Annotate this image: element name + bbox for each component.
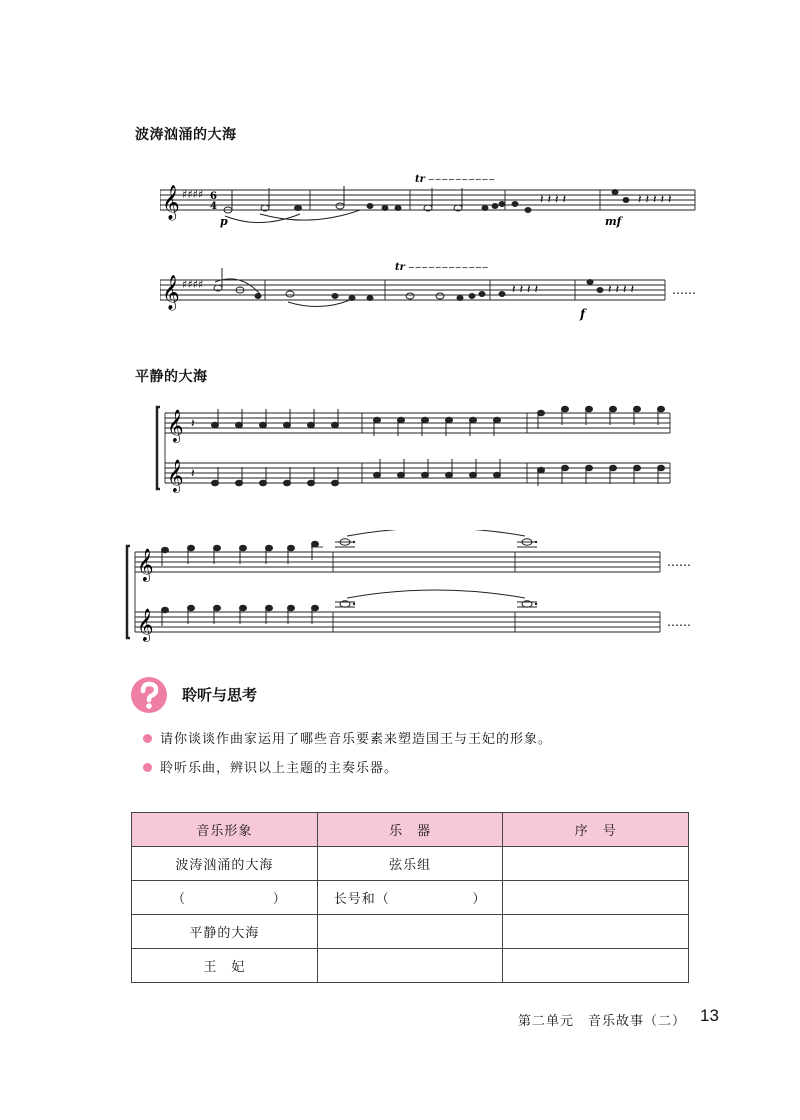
- section-title-calm-sea: 平静的大海: [135, 369, 208, 385]
- svg-text:𝄽: 𝄽: [191, 466, 195, 480]
- listen-think-title: 聆听与思考: [182, 686, 258, 704]
- svg-text:𝄽 𝄽 𝄽 𝄽: 𝄽 𝄽 𝄽 𝄽: [540, 192, 567, 206]
- cell-number-input[interactable]: [503, 949, 689, 983]
- svg-text:……: ……: [667, 555, 691, 569]
- svg-text:𝄽 𝄽 𝄽 𝄽: 𝄽 𝄽 𝄽 𝄽: [512, 282, 539, 296]
- question-mark-icon: [130, 676, 168, 714]
- svg-text:tr: tr: [415, 174, 425, 185]
- page-footer: 第二单元 音乐故事（二）: [518, 1014, 687, 1029]
- music-grand-staff-calm-2: [125, 530, 705, 645]
- table-header-row: [132, 813, 689, 847]
- bullet-dot-icon: [143, 734, 152, 743]
- svg-text:∽∽∽∽∽∽∽∽∽∽: ∽∽∽∽∽∽∽∽∽∽: [428, 175, 496, 184]
- table-row: [132, 847, 689, 881]
- svg-text:𝄽: 𝄽: [191, 416, 195, 430]
- table-row: [132, 881, 689, 915]
- svg-text:……: ……: [667, 615, 691, 629]
- cell-number-input[interactable]: [503, 881, 689, 915]
- bullet-item: 聆听乐曲，辨识以上主题的主奏乐器。: [143, 757, 398, 776]
- table-row: [132, 949, 689, 983]
- cell-music-image: 波涛汹涌的大海: [132, 847, 318, 881]
- section-title-stormy-sea: 波涛汹涌的大海: [135, 127, 237, 143]
- svg-text:𝄞: 𝄞: [167, 409, 184, 442]
- cell-instrument-input[interactable]: [317, 949, 503, 983]
- cell-number-input[interactable]: [503, 847, 689, 881]
- svg-text:mf: mf: [605, 215, 622, 228]
- svg-text:𝄞: 𝄞: [137, 548, 154, 581]
- svg-text:……: ……: [672, 283, 696, 297]
- cell-number-input[interactable]: [503, 915, 689, 949]
- svg-text:♯♯♯♯: ♯♯♯♯: [182, 188, 204, 201]
- cell-music-image: 王 妃: [132, 949, 318, 983]
- header-number: 序 号: [503, 813, 689, 847]
- table-row: [132, 915, 689, 949]
- svg-text:f: f: [580, 307, 586, 321]
- svg-text:𝄽 𝄽 𝄽 𝄽 𝄽: 𝄽 𝄽 𝄽 𝄽 𝄽: [638, 192, 672, 206]
- cell-instrument: 弦乐组: [317, 847, 503, 881]
- cell-instrument-blank[interactable]: 长号和（ ）: [317, 881, 503, 915]
- treble-clef-icon: 𝄞: [162, 185, 180, 220]
- svg-text:6: 6: [210, 191, 217, 202]
- music-grand-staff-calm-1: [155, 395, 695, 500]
- cell-music-image-blank[interactable]: （ ）: [132, 881, 318, 915]
- svg-text:4: 4: [210, 201, 217, 212]
- svg-text:tr: tr: [395, 262, 405, 273]
- cell-music-image: 平静的大海: [132, 915, 318, 949]
- cell-instrument-input[interactable]: [317, 915, 503, 949]
- svg-text:𝄞: 𝄞: [137, 608, 154, 641]
- bullet-item: 请你谈谈作曲家运用了哪些音乐要素来塑造国王与王妃的形象。: [143, 728, 552, 747]
- header-instrument: 乐 器: [317, 813, 503, 847]
- music-staff-stormy-1: [160, 170, 705, 230]
- svg-text:∽∽∽∽∽∽∽∽∽∽∽∽: ∽∽∽∽∽∽∽∽∽∽∽∽: [408, 263, 489, 272]
- svg-text:𝄽 𝄽 𝄽 𝄽: 𝄽 𝄽 𝄽 𝄽: [608, 282, 635, 296]
- svg-text:♯♯♯♯: ♯♯♯♯: [182, 278, 204, 291]
- svg-text:𝄞: 𝄞: [162, 275, 180, 310]
- header-music-image: 音乐形象: [132, 813, 318, 847]
- svg-text:p: p: [220, 215, 228, 228]
- svg-text:𝄞: 𝄞: [167, 459, 184, 492]
- music-staff-stormy-2: [160, 260, 720, 325]
- page-number: 13: [700, 1006, 719, 1025]
- bullet-dot-icon: [143, 763, 152, 772]
- answer-table: [131, 812, 689, 983]
